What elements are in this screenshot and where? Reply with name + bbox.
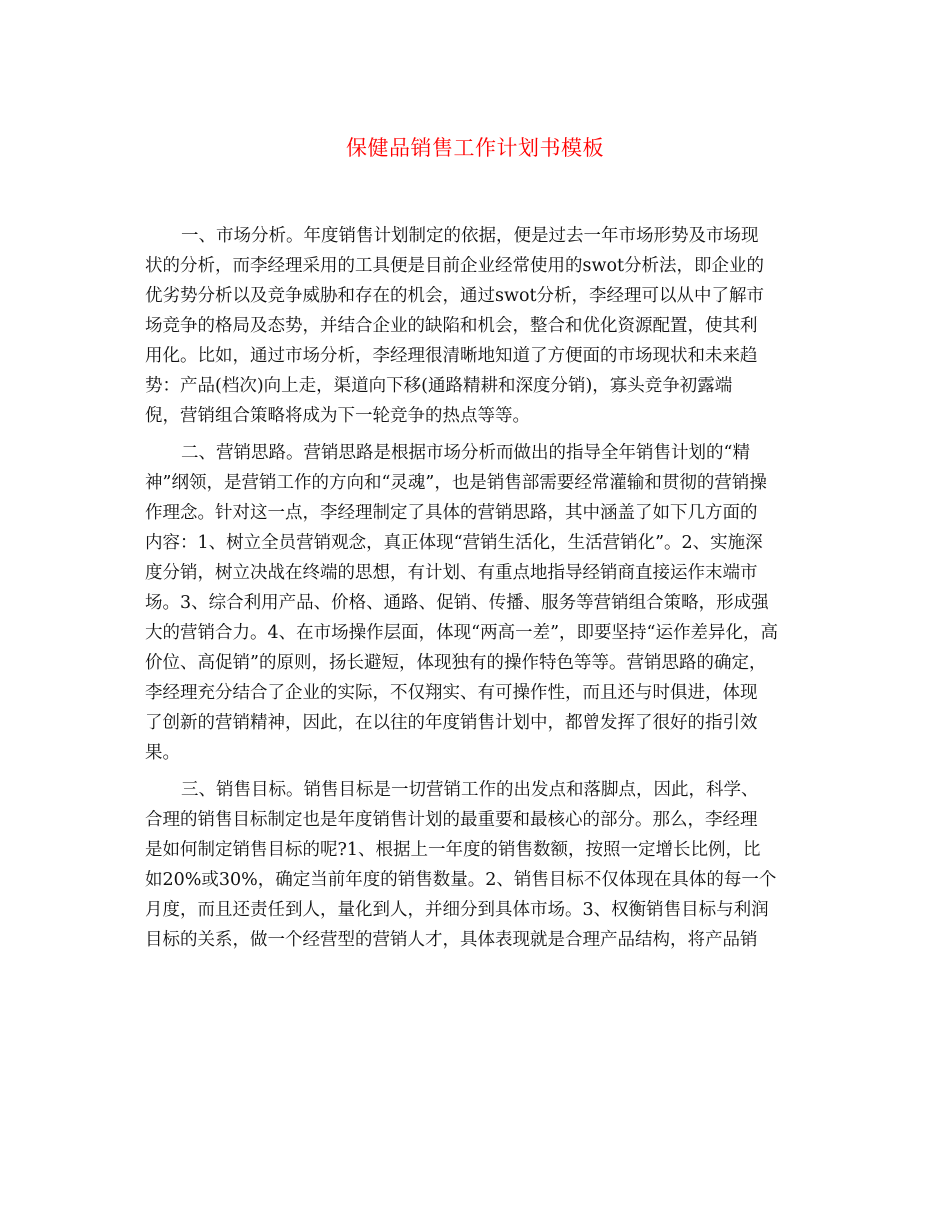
text-line: 大的营销合力。4、在市场操作层面，体现“两高一差”，即要坚持“运作差异化，高 — [145, 623, 778, 643]
text-line: 果。 — [145, 743, 180, 763]
document-body — [145, 221, 825, 962]
text-line: 价位、高促销”的原则，扬长避短，体现独有的操作特色等等。营销思路的确定， — [145, 653, 767, 673]
text-line: 势：产品(档次)向上走，渠道向下移(通路精耕和深度分销)，寡头竞争初露端 — [145, 376, 733, 396]
text-line: 状的分析，而李经理采用的工具便是目前企业经常使用的swot分析法，即企业的 — [145, 256, 765, 276]
text-line: 如20%或30%，确定当前年度的销售数量。2、销售目标不仅体现在具体的每一个 — [145, 870, 777, 890]
text-line: 内容：1、树立全员营销观念，真正体现“营销生活化，生活营销化”。2、实施深 — [145, 533, 763, 553]
text-line: 神”纲领，是营销工作的方向和“灵魂”，也是销售部需要经常灌输和贯彻的营销操 — [145, 473, 767, 493]
text-line: 用化。比如，通过市场分析，李经理很清晰地知道了方便面的市场现状和未来趋 — [145, 346, 758, 366]
text-line: 作理念。针对这一点，李经理制定了具体的营销思路，其中涵盖了如下几方面的 — [145, 503, 758, 523]
text-line: 三、销售目标。销售目标是一切营销工作的出发点和落脚点，因此，科学、 — [181, 780, 759, 800]
document-title: 保健品销售工作计划书模板 — [346, 136, 604, 160]
paragraph-sales-target — [145, 775, 825, 955]
text-line: 合理的销售目标制定也是年度销售计划的最重要和最核心的部分。那么，李经理 — [145, 810, 758, 830]
paragraph-marketing-strategy — [145, 438, 825, 768]
text-line: 优劣势分析以及竞争威胁和存在的机会，通过swot分析，李经理可以从中了解市 — [145, 286, 765, 306]
text-line: 二、营销思路。营销思路是根据市场分析而做出的指导全年销售计划的“精 — [181, 443, 750, 463]
text-line: 目标的关系，做一个经营型的营销人才，具体表现就是合理产品结构，将产品销 — [145, 930, 758, 950]
text-line: 场竞争的格局及态势，并结合企业的缺陷和机会，整合和优化资源配置，使其利 — [145, 316, 758, 336]
text-line: 度分销，树立决战在终端的思想，有计划、有重点地指导经销商直接运作末端市 — [145, 563, 758, 583]
text-line: 李经理充分结合了企业的实际，不仅翔实、有可操作性，而且还与时俱进，体现 — [145, 683, 758, 703]
text-line: 月度，而且还责任到人，量化到人，并细分到具体市场。3、权衡销售目标与利润 — [145, 900, 769, 920]
text-line: 了创新的营销精神，因此，在以往的年度销售计划中，都曾发挥了很好的指引效 — [145, 713, 758, 733]
text-line: 场。3、综合利用产品、价格、通路、促销、传播、服务等营销组合策略，形成强 — [145, 593, 769, 613]
text-line: 倪，营销组合策略将成为下一轮竞争的热点等等。 — [145, 406, 530, 426]
paragraph-market-analysis — [145, 221, 825, 431]
text-line: 是如何制定销售目标的呢?1、根据上一年度的销售数额，按照一定增长比例，比 — [145, 840, 761, 860]
text-line: 一、市场分析。年度销售计划制定的依据，便是过去一年市场形势及市场现 — [181, 226, 759, 246]
